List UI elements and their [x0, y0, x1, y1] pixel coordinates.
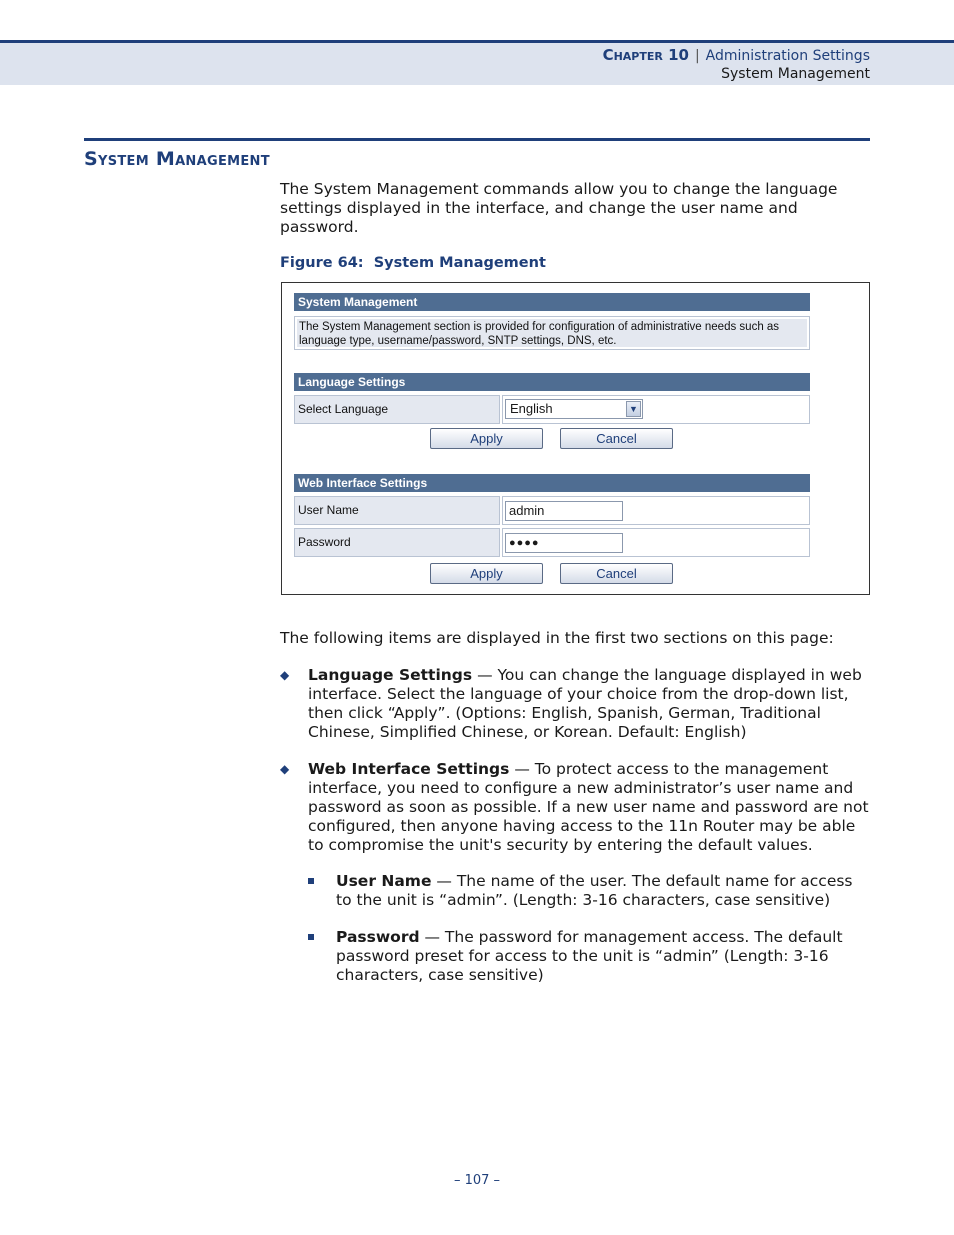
header-separator: |	[694, 48, 700, 64]
chapter-label: Chapter 10	[602, 46, 689, 64]
diamond-bullet-icon: ◆	[280, 762, 290, 776]
description-text: The System Management section is provided for configuration of administrative needs such as language type, username/password, SNTP settings, DNS, etc.	[297, 319, 807, 347]
figure-caption-title: System Management	[373, 255, 546, 271]
web-apply-button[interactable]: Apply	[430, 563, 543, 584]
language-value-cell	[502, 395, 810, 424]
running-header	[603, 46, 870, 83]
sub-bullet-term: Password	[336, 928, 420, 946]
header-subsection: System Management	[721, 66, 870, 82]
items-intro-paragraph: The following items are displayed in the first two sections on this page:	[280, 629, 834, 647]
password-row	[294, 528, 810, 557]
user-name-input[interactable]: admin	[505, 501, 623, 521]
square-bullet-icon	[308, 878, 314, 884]
section-title: System Management	[84, 148, 270, 170]
description-box	[294, 316, 810, 350]
user-name-row	[294, 496, 810, 525]
user-name-value-cell	[502, 496, 810, 525]
bullet-description: — You can change the language displayed in web interface. Select the language of your choice from the drop-down list, then click “Apply”. (Options: English, Spanish, German, Traditional Chinese, Simplified Chinese, or Korean. Default: English)	[308, 666, 862, 741]
sub-bullet-description: — The password for management access. The default password preset for access to the unit is “admin” (Length: 3-16 characters, case sensitive)	[336, 928, 843, 984]
sub-bullet-description: — The name of the user. The default name for access to the unit is “admin”. (Length: 3-16 characters, case sensitive)	[336, 872, 853, 909]
header-section: Administration Settings	[705, 48, 870, 64]
page-number: – 107 –	[453, 1173, 501, 1188]
bullet-text	[308, 760, 870, 855]
bullet-term: Web Interface Settings	[308, 760, 510, 778]
intro-paragraph: The System Management commands allow you to change the language settings displayed in the interface, and change the user name and password.	[280, 180, 838, 236]
password-input[interactable]: ●●●●	[505, 533, 623, 553]
language-select[interactable]	[505, 399, 643, 419]
web-cancel-button[interactable]: Cancel	[560, 563, 673, 584]
diamond-bullet-icon: ◆	[280, 668, 290, 682]
language-apply-button[interactable]: Apply	[430, 428, 543, 449]
bullet-text	[308, 666, 870, 742]
language-selected-value: English	[510, 401, 553, 416]
section-title-rule	[84, 138, 870, 141]
sub-bullet-text	[336, 872, 870, 910]
password-value-cell	[502, 528, 810, 557]
language-cancel-button[interactable]: Cancel	[560, 428, 673, 449]
sub-bullet-term: User Name	[336, 872, 432, 890]
user-name-label: User Name	[294, 496, 500, 525]
select-language-label: Select Language	[294, 395, 500, 424]
language-settings-header: Language Settings	[294, 373, 810, 391]
square-bullet-icon	[308, 934, 314, 940]
figure-caption-label: Figure 64:	[280, 255, 364, 271]
figure-caption	[280, 255, 546, 271]
language-row	[294, 395, 810, 424]
bullet-term: Language Settings	[308, 666, 473, 684]
system-management-panel-header: System Management	[294, 293, 810, 311]
chevron-down-icon[interactable]: ▼	[626, 401, 641, 417]
web-interface-settings-header: Web Interface Settings	[294, 474, 810, 492]
sub-bullet-text	[336, 928, 870, 985]
bullet-description: — To protect access to the management interface, you need to configure a new administrator’s user name and password as soon as possible. If a new user name and password are not configured, then anyone having access to the 11n Router may be able to compromise the unit's security by entering the default values.	[308, 760, 869, 854]
system-management-figure	[281, 282, 870, 595]
password-label: Password	[294, 528, 500, 557]
